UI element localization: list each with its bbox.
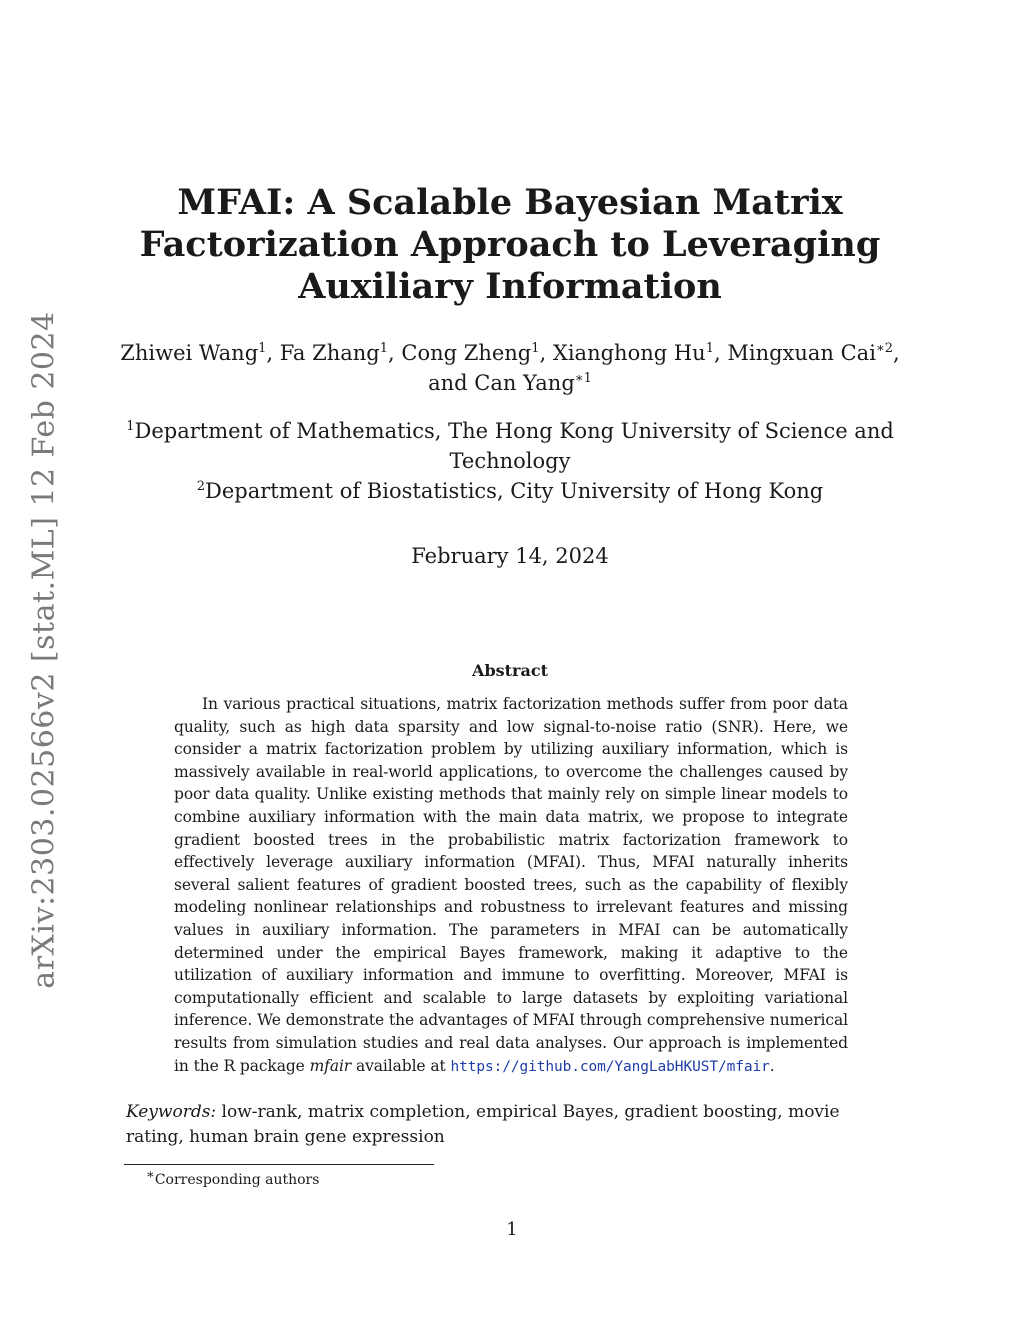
author-line-1: Zhiwei Wang$^1$, Fa Zhang$^1$, Cong Zheng$^1$, Xianghong Hu$^1$, Mingxuan Cai$^{∗2}$, <box>120 341 900 365</box>
affiliation-mark: 1 <box>126 419 135 434</box>
author-name: Mingxuan Cai <box>727 341 876 365</box>
author-affiliation-mark: 1 <box>705 341 714 356</box>
affiliation-text: Department of Mathematics, The Hong Kong University of Science and <box>134 419 894 443</box>
title-line-1: MFAI: A Scalable Bayesian Matrix <box>177 182 843 223</box>
author-affiliation-mark: 1 <box>531 341 540 356</box>
keywords-text: low-rank, matrix completion, empirical Bayes, gradient boosting, movie rating, human brain gene expression <box>126 1102 840 1147</box>
publication-date: February 14, 2024 <box>411 544 609 568</box>
title-line-2: Factorization Approach to Leveraging <box>139 224 881 265</box>
author-affiliation-mark: ∗2 <box>875 341 894 356</box>
paper-title <box>130 182 890 308</box>
footnote <box>146 1167 320 1190</box>
abstract-text: In various practical situations, matrix factorization methods suffer from poor data quality, such as high data sparsity and low signal-to-noise ratio (SNR). Here, we consider a matrix factorization problem by utilizing auxiliary information, which is massively available in real-world applications, to overcome the challenges caused by poor data quality. Unlike existing methods that mainly rely on simple linear models to combine auxiliary information with the main data matrix, we propose to integrate gradient boosted trees in the probabilistic matrix factorization framework to effectively leverage auxiliary information (MFAI). Thus, MFAI naturally inherits several salient features of gradient boosted trees, such as the capability of flexibly modeling nonlinear relationships and robustness to irrelevant features and missing values in auxiliary information. The parameters in MFAI can be automatically determined under the empirical Bayes framework, making it adaptive to the utilization of auxiliary information and immune to overfitting. Moreover, MFAI is computationally efficient and scalable to large datasets by exploiting variational inference. We demonstrate the advantages of MFAI through comprehensive numerical results from simulation studies and real data analyses. Our approach is implemented in the R package <box>174 695 848 1075</box>
author-affiliation-mark: 1 <box>379 341 389 356</box>
keywords <box>126 1100 896 1150</box>
footnote-text: Corresponding authors <box>154 1172 320 1188</box>
author-line-2 <box>110 368 910 398</box>
author-name: Xianghong Hu <box>552 341 706 365</box>
author-name: Zhiwei Wang <box>120 341 259 365</box>
abstract-available-at: available at <box>351 1056 451 1075</box>
keywords-label: Keywords: <box>126 1102 217 1122</box>
affiliation-2 <box>110 476 910 506</box>
footnote-mark: ∗ <box>146 1167 155 1183</box>
affiliation-1 <box>110 416 910 446</box>
author-affiliation-mark: 1 <box>258 341 267 356</box>
arxiv-identifier-stamp: arXiv:2303.02566v2 [stat.ML] 12 Feb 2024 <box>26 311 62 989</box>
abstract-heading: Abstract <box>472 661 548 680</box>
footnote-divider <box>124 1164 434 1165</box>
author-name: Fa Zhang <box>279 341 380 365</box>
author-list <box>110 338 910 398</box>
affiliation-1-continued: Technology <box>449 449 571 473</box>
affiliation-mark: 2 <box>196 479 206 494</box>
author-affiliation-mark: ∗1 <box>574 371 592 386</box>
page-number: 1 <box>506 1219 518 1240</box>
author-conjunction: and <box>428 371 475 395</box>
title-line-3: Auxiliary Information <box>298 266 722 307</box>
abstract-body <box>174 693 848 1078</box>
repository-link[interactable]: https://github.com/YangLabHKUST/mfair <box>450 1058 770 1075</box>
author-name: Cong Zheng <box>401 341 532 365</box>
affiliation-list <box>110 416 910 506</box>
abstract-end: . <box>769 1056 775 1075</box>
author-name: Can Yang <box>474 371 575 395</box>
affiliation-text: Department of Biostatistics, City University of Hong Kong <box>205 479 824 503</box>
package-name: mfair <box>309 1056 352 1075</box>
